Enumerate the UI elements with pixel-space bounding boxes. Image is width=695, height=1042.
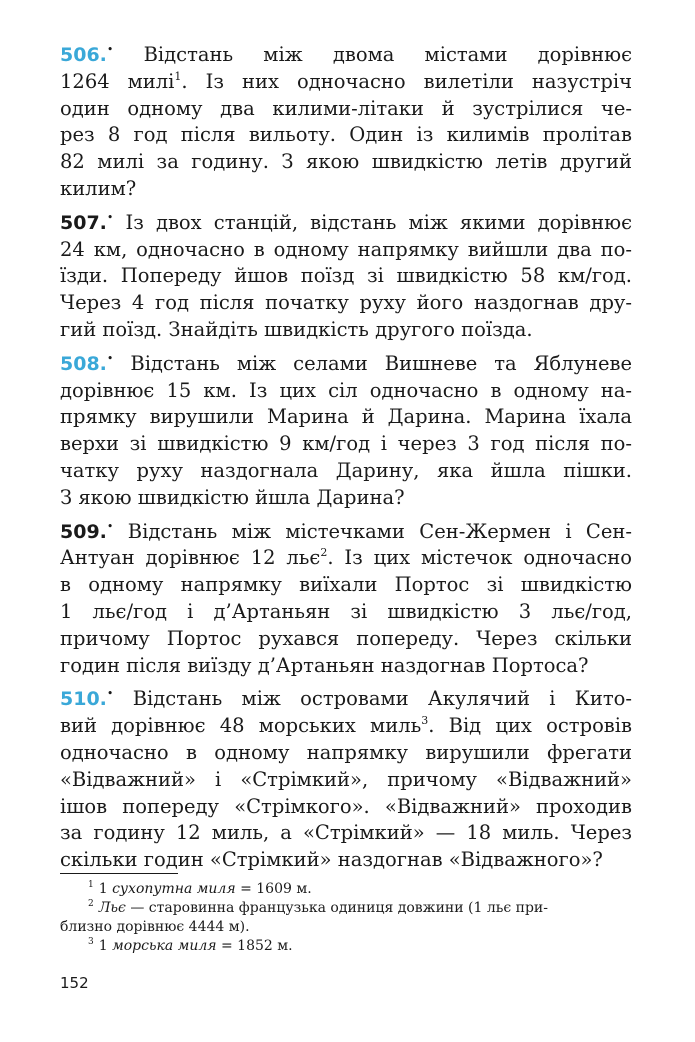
problem-number: 506. [60,44,107,66]
page-number: 152 [60,974,89,992]
footnote-divider [60,873,178,874]
footnote-1: $^1$ 1 сухопутна миля = 1609 м. [88,880,312,897]
problem-list [60,42,632,881]
footnote-2-continued: близно дорівнює 4444 м). [60,919,250,935]
problem-509: 509.• Відстань між містечками Сен-Жермен і Сен- Антуан дорівнює 12 льє$^2$. Із цих містечок одночасно в одному напрямку виїхали Портос зі швидкістю 1 льє/год і д’Артаньян зі швидкістю 3 льє/год, причому Портос рухався попереду. Через скільки годин після виїзду д’Артаньян наздогнав Портоса? [60,519,632,677]
problem-number: 510. [60,688,107,711]
problem-506: 506.• Відстань між двома містами дорівнює 1264 милі$^1$. Із них одночасно вилетіли назустріч один одному два килими-літаки й зустрілися че- рез 8 год після вильоту. Один із килимів пролітав 82 милі за годину. З якою швидкістю летів другий килим? [60,43,632,200]
footnote-3: $^3$ 1 морська миля = 1852 м. [88,937,293,954]
problem-number: 507. [60,211,107,234]
problem-508: 508.• Відстань між селами Вишневе та Яблуневе дорівнює 15 км. Із цих сіл одночасно в одному на- прямку вирушили Марина й Дарина. Марина їхала верхи зі швидкістю 9 км/год і через 3 год після по- чатку руху наздогнала Дарину, яка йшла пішки. З якою швидкістю йшла Дарина? [60,351,632,509]
problem-510: 510.• Відстань між островами Акулячий і Кито- вий дорівнює 48 морських миль$^3$. Від цих островів одночасно в одному напрямку вирушили фрегати «Відважний» і «Стрімкий», причому «Відважний» ішов попереду «Стрімкого». «Відважний» проходив за годину 12 миль, а «Стрімкий» — 18 миль. Через скільки годин «Стрімкий» наздогнав «Відважного»? [60,687,632,872]
footnote-2: $^2$ Льє — старовинна французька одиниця довжини (1 льє при- [88,899,548,916]
footnote-ref: 3 [421,714,429,728]
footnote-ref: 1 [174,69,182,83]
problem-507: 507.• Із двох станцій, відстань між якими дорівнює 24 км, одночасно в одному напрямку вийшли два по- їзди. Попереду йшов поїзд зі швидкістю 58 км/год. Через 4 год після початку руху його наздогнав дру- гий поїзд. Знайдіть швидкість другого поїзда. [60,210,632,341]
problem-number: 508. [60,352,107,375]
footnote-ref: 2 [320,546,328,560]
problem-number: 509. [60,520,107,543]
footnotes [60,880,632,956]
